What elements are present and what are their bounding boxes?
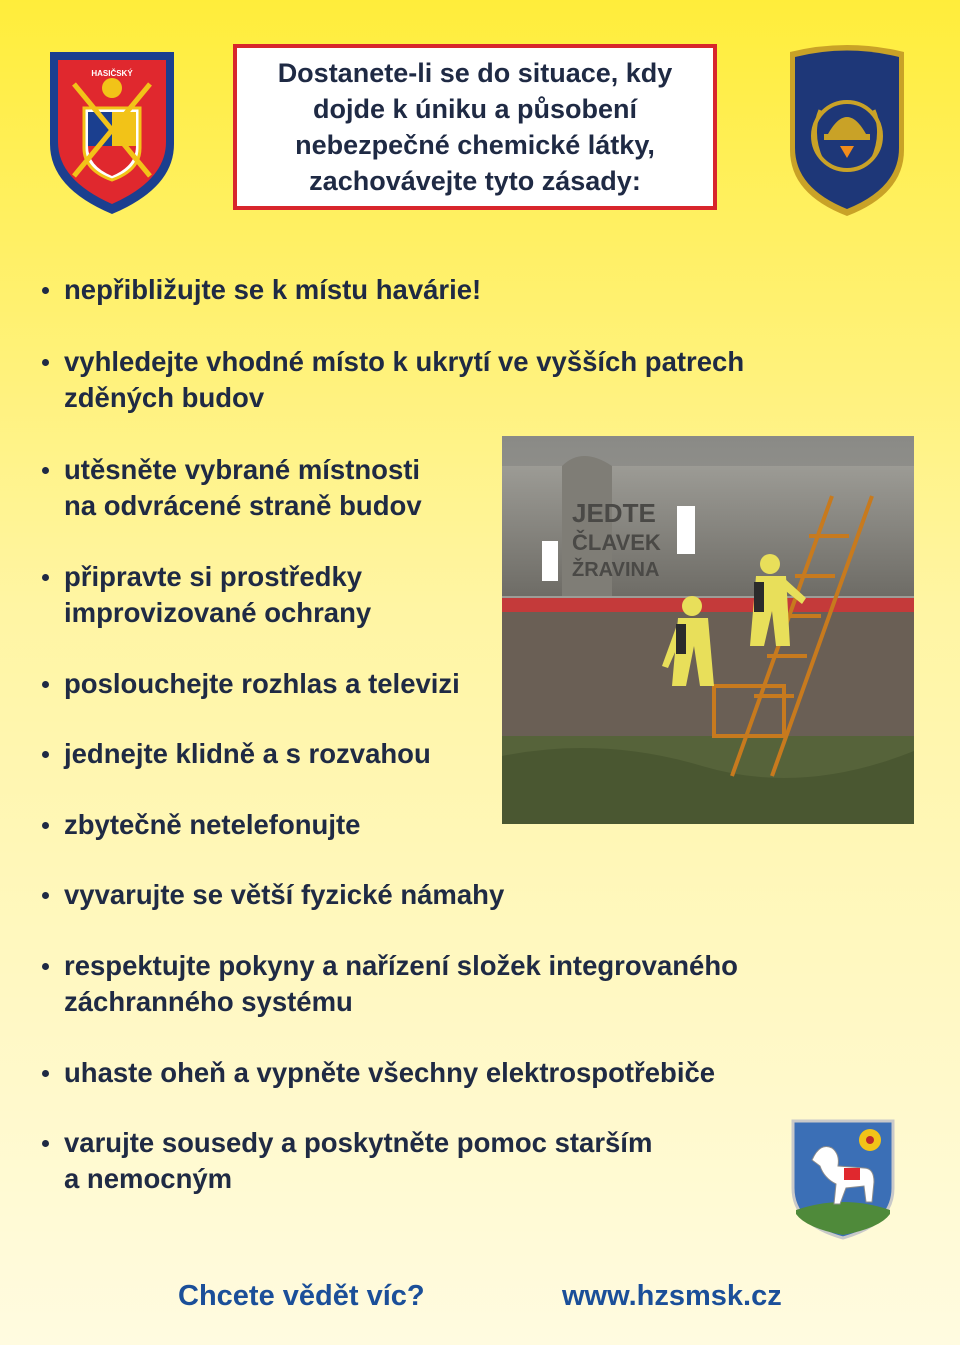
rule-item: vyhledejte vhodné místo k ukrytí ve vyšších patrech zděných budov — [42, 344, 744, 416]
hazmat-firefighters-photo — [502, 436, 914, 824]
tank-text-2: ČLAVEK — [572, 530, 661, 555]
rule-text: nepřibližujte se k místu havárie! — [64, 274, 482, 305]
rule-text: připravte si prostředky — [64, 561, 363, 592]
bullet-icon — [42, 287, 49, 294]
rule-item: utěsněte vybrané místnosti na odvrácené straně budov — [42, 452, 422, 524]
rule-text: jednejte klidně a s rozvahou — [64, 738, 431, 769]
rule-text: vyhledejte vhodné místo k ukrytí ve vyšších patrech — [64, 346, 745, 377]
bullet-icon — [42, 963, 49, 970]
bullet-icon — [42, 1140, 49, 1147]
rule-text: zbytečně netelefonujte — [64, 809, 361, 840]
rule-item — [42, 877, 504, 913]
rule-text: vyvarujte se větší fyzické námahy — [64, 879, 505, 910]
website-link[interactable]: www.hzsmsk.cz — [562, 1280, 782, 1312]
rule-item: varujte sousedy a poskytněte pomoc starším a nemocným — [42, 1125, 652, 1197]
rule-item — [42, 666, 460, 702]
headline: Dostanete-li se do situace, kdy dojde k úniku a působení nebezpečné chemické látky, zachovávejte tyto zásady: — [277, 58, 673, 196]
bullet-icon — [42, 1070, 49, 1077]
rule-item — [42, 736, 431, 772]
rule-item: respektujte pokyny a nařízení složek integrovaného záchranného systému — [42, 948, 738, 1020]
more-info-question: Chcete vědět víc? — [178, 1280, 425, 1312]
logo-left-text: HASIČSKÝ — [91, 69, 133, 78]
fire-rescue-service-regional-emblem-icon — [44, 48, 180, 216]
bullet-icon — [42, 467, 49, 474]
fire-rescue-service-national-emblem-icon — [780, 38, 914, 220]
rule-item — [42, 807, 360, 843]
headline-box — [233, 44, 717, 210]
tank-text-1: JEDTE — [572, 498, 656, 528]
bullet-icon — [42, 574, 49, 581]
rule-text: respektujte pokyny a nařízení složek integrovaného — [64, 950, 738, 981]
bullet-icon — [42, 359, 49, 366]
bullet-icon — [42, 681, 49, 688]
bullet-icon — [42, 751, 49, 758]
rule-item — [42, 272, 481, 308]
rule-text: poslouchejte rozhlas a televizi — [64, 668, 460, 699]
rule-text: varujte sousedy a poskytněte pomoc starším — [64, 1127, 653, 1158]
rule-item — [42, 1055, 715, 1091]
rule-text: uhaste oheň a vypněte všechny elektrospotřebiče — [64, 1057, 716, 1088]
rule-text: utěsněte vybrané místnosti — [64, 454, 421, 485]
rule-item: připravte si prostředky improvizované ochrany — [42, 559, 371, 631]
ostrava-coat-of-arms-icon — [790, 1118, 896, 1240]
bullet-icon — [42, 822, 49, 829]
tank-text-3: ŽRAVINA — [572, 559, 660, 581]
bullet-icon — [42, 892, 49, 899]
